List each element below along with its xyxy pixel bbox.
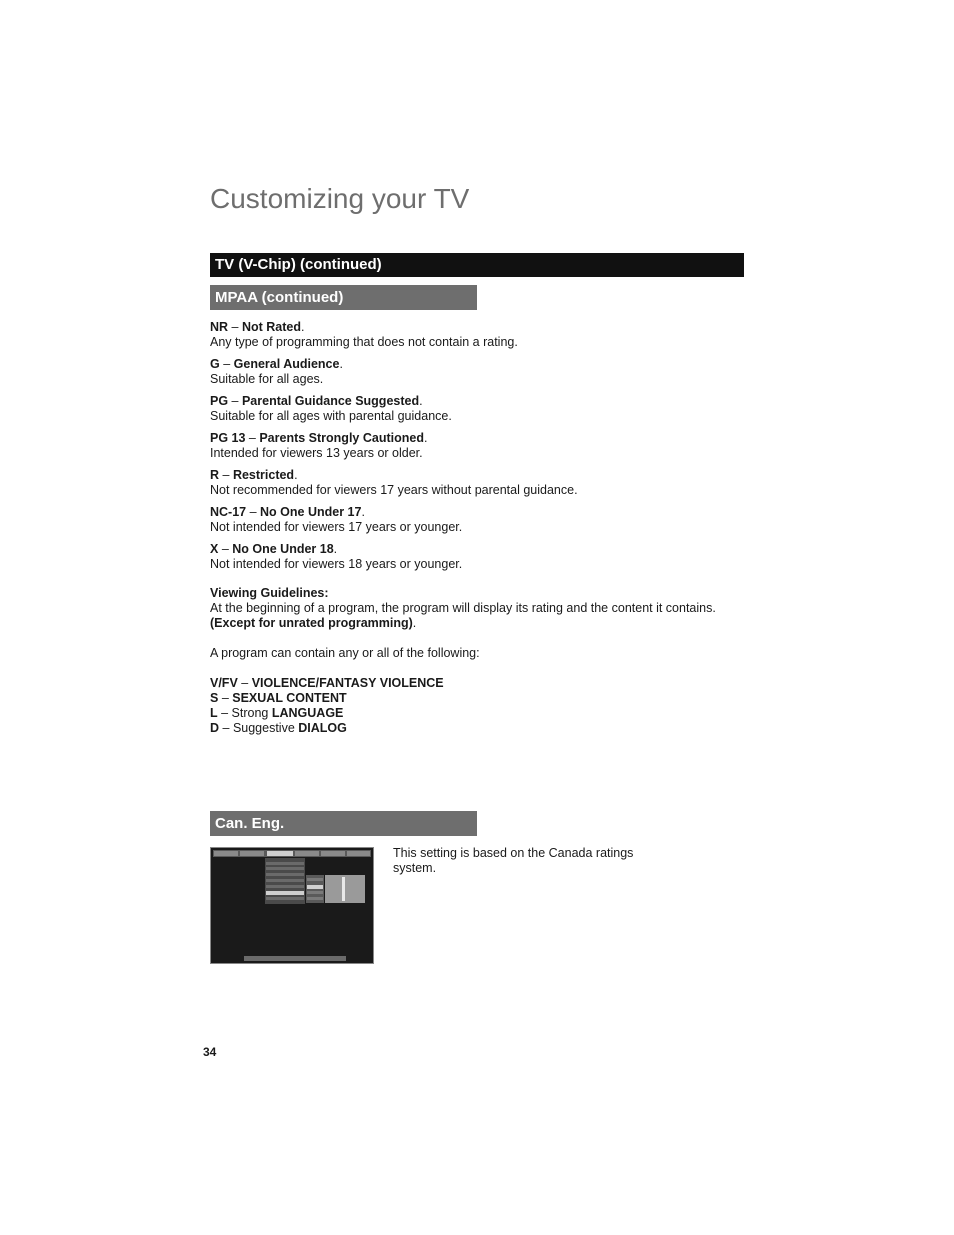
can-eng-note: This setting is based on the Canada ratings system. bbox=[393, 846, 634, 875]
rating-sep: – bbox=[219, 468, 233, 482]
rating-name: Not Rated bbox=[241, 320, 301, 334]
rating-name: Parental Guidance Suggested bbox=[241, 394, 420, 408]
guidelines-unrated-note: (Except for unrated programming) bbox=[210, 616, 413, 630]
rating-entry-nc17 bbox=[210, 505, 750, 535]
content-code: D bbox=[210, 721, 220, 735]
rating-end: . bbox=[301, 320, 305, 334]
rating-end: . bbox=[294, 468, 298, 482]
content-descriptors bbox=[210, 676, 750, 736]
rating-sep: – bbox=[246, 505, 261, 519]
rating-entry-r bbox=[210, 468, 750, 498]
rating-desc: Not intended for viewers 17 years or younger. bbox=[210, 520, 463, 534]
rating-name: Restricted bbox=[232, 468, 295, 482]
rating-entry-g bbox=[210, 357, 750, 387]
rating-desc: Any type of programming that does not contain a rating. bbox=[210, 335, 518, 349]
rating-desc: Intended for viewers 13 years or older. bbox=[210, 446, 423, 460]
rating-code: G bbox=[210, 357, 220, 371]
rating-code: X bbox=[210, 542, 219, 556]
rating-code: PG bbox=[210, 394, 229, 408]
content-sep: – bbox=[218, 691, 233, 705]
rating-sep: – bbox=[228, 394, 242, 408]
rating-name: No One Under 17 bbox=[260, 505, 362, 519]
rating-entry-x bbox=[210, 542, 750, 572]
content-label: DIALOG bbox=[298, 721, 347, 735]
rating-desc: Not intended for viewers 18 years or younger. bbox=[210, 557, 463, 571]
content-code: S bbox=[210, 691, 219, 705]
subsection-header-mpaa: MPAA (continued) bbox=[210, 285, 477, 310]
rating-code: PG 13 bbox=[210, 431, 246, 445]
guidelines-line2-end: . bbox=[412, 616, 417, 630]
content-sep: – bbox=[237, 676, 252, 690]
content-pre: Suggestive bbox=[232, 721, 299, 735]
ratings-list bbox=[210, 320, 750, 579]
content-label: LANGUAGE bbox=[271, 706, 344, 720]
content-item-l bbox=[210, 706, 750, 721]
content-item-vfv bbox=[210, 676, 750, 691]
rating-sep: – bbox=[245, 431, 260, 445]
content-item-d bbox=[210, 721, 750, 736]
rating-name: Parents Strongly Cautioned bbox=[259, 431, 424, 445]
guidelines-heading: Viewing Guidelines: bbox=[210, 586, 329, 600]
content-sep: – bbox=[219, 721, 233, 735]
content-pre: Strong bbox=[231, 706, 272, 720]
tv-menu-screenshot bbox=[210, 847, 374, 964]
subsection-header-can-eng: Can. Eng. bbox=[210, 811, 477, 836]
section-header: TV (V-Chip) (continued) bbox=[210, 253, 744, 277]
rating-desc: Suitable for all ages with parental guidance. bbox=[210, 409, 452, 423]
rating-name: General Audience bbox=[233, 357, 340, 371]
viewing-guidelines bbox=[210, 586, 750, 661]
rating-desc: Suitable for all ages. bbox=[210, 372, 324, 386]
rating-sep: – bbox=[219, 357, 234, 371]
tv-menu-illustration bbox=[211, 848, 373, 963]
rating-desc: Not recommended for viewers 17 years without parental guidance. bbox=[210, 483, 578, 497]
content-label: VIOLENCE/FANTASY VIOLENCE bbox=[251, 676, 444, 690]
rating-sep: – bbox=[228, 320, 242, 334]
rating-code: NC-17 bbox=[210, 505, 247, 519]
guidelines-intro: A program can contain any or all of the following: bbox=[210, 646, 480, 660]
rating-sep: – bbox=[218, 542, 233, 556]
content-item-s bbox=[210, 691, 750, 706]
rating-entry-nr bbox=[210, 320, 750, 350]
rating-end: . bbox=[361, 505, 365, 519]
rating-end: . bbox=[333, 542, 338, 556]
content-code: L bbox=[210, 706, 218, 720]
rating-code: NR bbox=[210, 320, 229, 334]
rating-end: . bbox=[423, 431, 428, 445]
rating-entry-pg13 bbox=[210, 431, 750, 461]
rating-entry-pg bbox=[210, 394, 750, 424]
rating-end: . bbox=[339, 357, 343, 371]
page-number: 34 bbox=[203, 1045, 217, 1059]
rating-code: R bbox=[210, 468, 220, 482]
guidelines-line1: At the beginning of a program, the program will display its rating and the content it contains. bbox=[210, 601, 716, 615]
rating-end: . bbox=[419, 394, 423, 408]
page-title: Customizing your TV bbox=[210, 183, 470, 214]
content-sep: – bbox=[217, 706, 232, 720]
content-code: V/FV bbox=[210, 676, 238, 690]
rating-name: No One Under 18 bbox=[232, 542, 334, 556]
content-label: SEXUAL CONTENT bbox=[232, 691, 347, 705]
